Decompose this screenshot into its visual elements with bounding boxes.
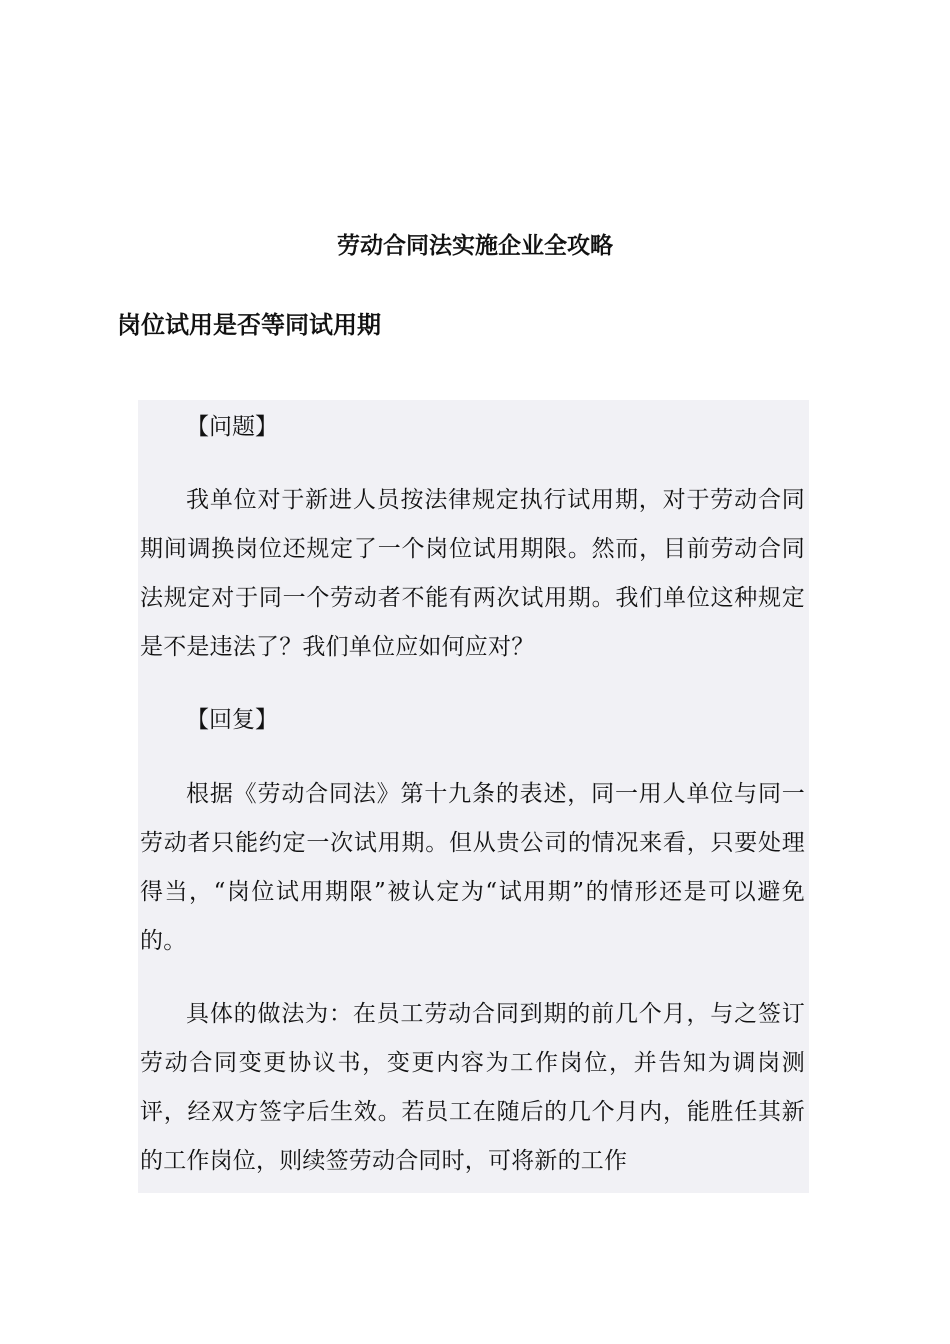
question-label: 【问题】 xyxy=(186,414,278,440)
content-box xyxy=(138,400,809,1193)
question-paragraph: 我单位对于新进人员按法律规定执行试用期，对于劳动合同期间调换岗位还规定了一个岗位试用期限。然而，目前劳动合同法规定对于同一个劳动者不能有两次试用期。我们单位这种规定是不是违法了？我们单位应如何应对？ xyxy=(140,487,805,660)
document-title: 劳动合同法实施企业全攻略 xyxy=(337,233,613,259)
section-heading: 岗位试用是否等同试用期 xyxy=(117,311,381,339)
reply-paragraph-1: 根据《劳动合同法》第十九条的表述，同一用人单位与同一劳动者只能约定一次试用期。但从贵公司的情况来看，只要处理得当，“岗位试用期限”被认定为“试用期”的情形还是可以避免的。 xyxy=(140,781,805,954)
reply-paragraph-2: 具体的做法为：在员工劳动合同到期的前几个月，与之签订劳动合同变更协议书，变更内容为工作岗位，并告知为调岗测评，经双方签字后生效。若员工在随后的几个月内，能胜任其新的工作岗位，则续签劳动合同时，可将新的工作 xyxy=(140,1001,805,1174)
reply-label: 【回复】 xyxy=(186,707,278,733)
